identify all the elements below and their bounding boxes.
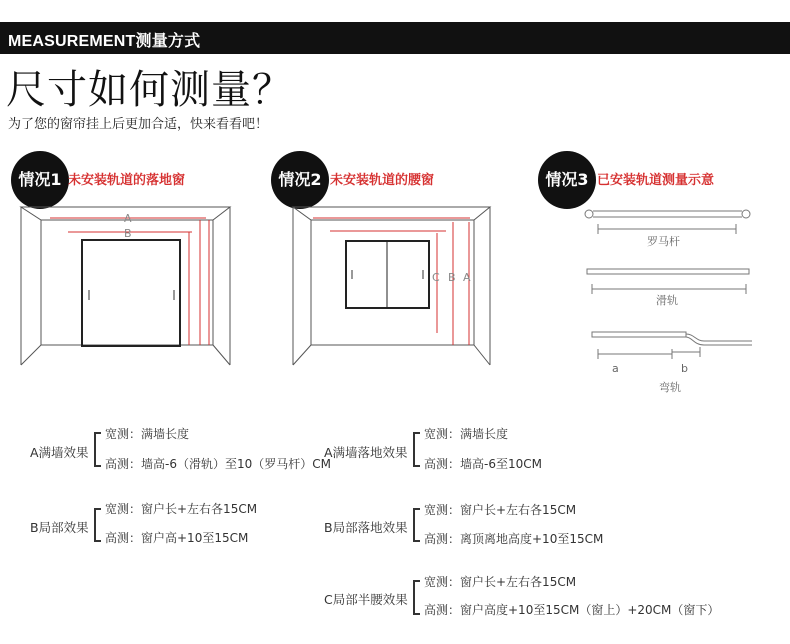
header-title: MEASUREMENT测量方式 bbox=[8, 33, 201, 50]
page-title: 尺寸如何测量？ bbox=[6, 67, 293, 113]
legend-b-partial-height: 高测：窗户高+10至15CM bbox=[105, 531, 249, 545]
legend-bracket bbox=[413, 508, 420, 542]
case-3-label-roman-rod: 罗马杆 bbox=[647, 235, 680, 248]
legend-bracket bbox=[413, 580, 420, 615]
case-1-label-b: B bbox=[124, 227, 132, 240]
legend-c-partial-half-name: C局部半腰效果 bbox=[324, 592, 408, 607]
case-2-label-b: B bbox=[448, 271, 456, 284]
case-1-badge: 情况1 bbox=[11, 151, 69, 209]
case-2-label-a: A bbox=[463, 271, 471, 284]
legend-bracket bbox=[94, 432, 101, 467]
legend-a-full-wall-name: A满墙效果 bbox=[30, 445, 89, 460]
legend-b-partial-floor-name: B局部落地效果 bbox=[324, 520, 408, 535]
legend-b-partial-width: 宽测：窗户长+左右各15CM bbox=[105, 502, 258, 516]
case-3-label-b: b bbox=[681, 362, 688, 375]
legend-a-full-wall-height: 高测：墙高-6（滑轨）至10（罗马杆）CM bbox=[105, 457, 331, 471]
case-3-slide-track bbox=[587, 269, 749, 294]
legend-b-partial-name: B局部效果 bbox=[30, 520, 89, 535]
case-2-desc: 未安装轨道的腰窗 bbox=[330, 173, 435, 188]
case-2-badge: 情况2 bbox=[271, 151, 329, 209]
case-2-measure-lines bbox=[313, 218, 470, 345]
case-3-curved-track bbox=[592, 332, 752, 359]
case-3-label-slide-track: 滑轨 bbox=[656, 294, 678, 307]
legend-a-full-wall-floor-name: A满墙落地效果 bbox=[324, 445, 408, 460]
legend-a-full-wall-floor-width: 宽测：满墙长度 bbox=[424, 427, 509, 441]
legend-b-partial-floor-width: 宽测：窗户长+左右各15CM bbox=[424, 503, 577, 517]
legend-c-partial-half-width: 宽测：窗户长+左右各15CM bbox=[424, 575, 577, 589]
case-3-roman-rod bbox=[585, 210, 750, 234]
legend-b-partial-floor-height: 高测：离顶离地高度+10至15CM bbox=[424, 532, 604, 546]
case-3-label-a: a bbox=[612, 362, 619, 375]
page-subtitle: 为了您的窗帘挂上后更加合适，快来看看吧！ bbox=[8, 117, 269, 132]
case-3-badge: 情况3 bbox=[538, 151, 596, 209]
legend-c-partial-half-height: 高测：窗户高度+10至15CM（窗上）+20CM（窗下） bbox=[424, 603, 720, 617]
legend-bracket bbox=[413, 432, 420, 467]
legend-a-full-wall-floor-height: 高测：墙高-6至10CM bbox=[424, 457, 542, 471]
case-3-label-curved-track: 弯轨 bbox=[659, 381, 681, 394]
case-1-desc: 未安装轨道的落地窗 bbox=[68, 173, 186, 188]
case-3-desc: 已安装轨道测量示意 bbox=[597, 173, 715, 188]
legend-a-full-wall-width: 宽测：满墙长度 bbox=[105, 427, 190, 441]
legend-bracket bbox=[94, 508, 101, 542]
case-1-label-a: A bbox=[124, 212, 132, 225]
case-2-label-c: C bbox=[432, 271, 440, 284]
